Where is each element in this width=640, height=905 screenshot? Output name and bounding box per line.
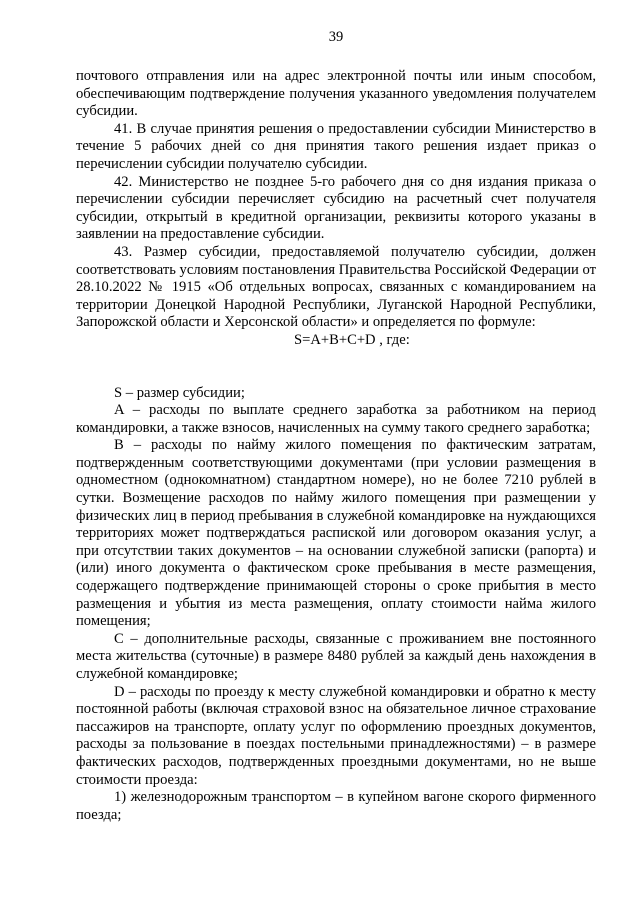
definition-d: D – расходы по проезду к месту служебной командировки и обратно к месту постоянной работы (включая страховой взнос на обязательное личное страхование пассажиров на транспорте, оплату услуг по оформлению проездных документов, расходы за пользование в поездах постельными принадлежностями) – в размере фактических расходов, подтвержденных проездными документами, но не выше стоимости проезда: xyxy=(76,683,596,788)
blank-line xyxy=(76,350,596,385)
document-body xyxy=(76,68,596,824)
paragraph-continuation: почтового отправления или на адрес электронной почты или иным способом, обеспечивающим подтверждение получения указанного уведомления получателем субсидии. xyxy=(76,68,596,120)
definition-s: S – размер субсидии; xyxy=(114,384,245,401)
definition-b: B – расходы по найму жилого помещения по фактическим затратам, подтвержденным соответствующими документами (при условии размещения в одноместном (однокомнатном) стандартном номере), но не более 7210 рублей в сутки. Возмещение расходов по найму жилого помещения при размещении у физических лиц в период пребывания в служебной командировке на нуждающихся территориях может подтверждаться распиской или договором оказания услуг, а при отсутствии таких документов – на основании служебной записки (рапорта) и (или) иного документа о фактическом сроке пребывания в месте размещения, содержащего подтверждение принимающей стороны о сроке прибытия в место размещения и убытия из места размещения, оплату стоимости найма жилого помещения; xyxy=(76,437,596,630)
page-number: 39 xyxy=(328,29,344,45)
paragraph-43: 43. Размер субсидии, предоставляемой получателю субсидии, должен соответствовать условиям постановления Правительства Российской Федерации от 28.10.2022 № 1915 «Об отдельных вопросах, связанных с командированием на территории Донецкой Народной Республики, Луганской Народной Республики, Запорожской области и Херсонской области» и определяется по формуле: xyxy=(76,243,596,331)
list-item-railway: 1) железнодорожным транспортом – в купейном вагоне скорого фирменного поезда; xyxy=(76,789,596,823)
definition-c: C – дополнительные расходы, связанные с проживанием вне постоянного места жительства (суточные) в размере 8480 рублей за каждый день нахождения в служебной командировке; xyxy=(76,630,596,682)
paragraph-42: 42. Министерство не позднее 5-го рабочего дня со дня издания приказа о перечислении субсидии перечисляет субсидию на расчетный счет получателя субсидии, открытый в кредитной организации, реквизиты которого указаны в заявлении на предоставление субсидии. xyxy=(76,173,596,243)
paragraph-41: 41. В случае принятия решения о предоставлении субсидии Министерство в течение 5 рабочих дней со дня принятия такого решения издает приказ о перечислении субсидии получателю субсидии. xyxy=(76,120,596,172)
formula: S=A+B+C+D , где: xyxy=(294,331,410,348)
definition-a: A – расходы по выплате среднего заработка за работником на период командировки, а также взносов, начисленных на сумму такого среднего заработка; xyxy=(76,402,596,436)
